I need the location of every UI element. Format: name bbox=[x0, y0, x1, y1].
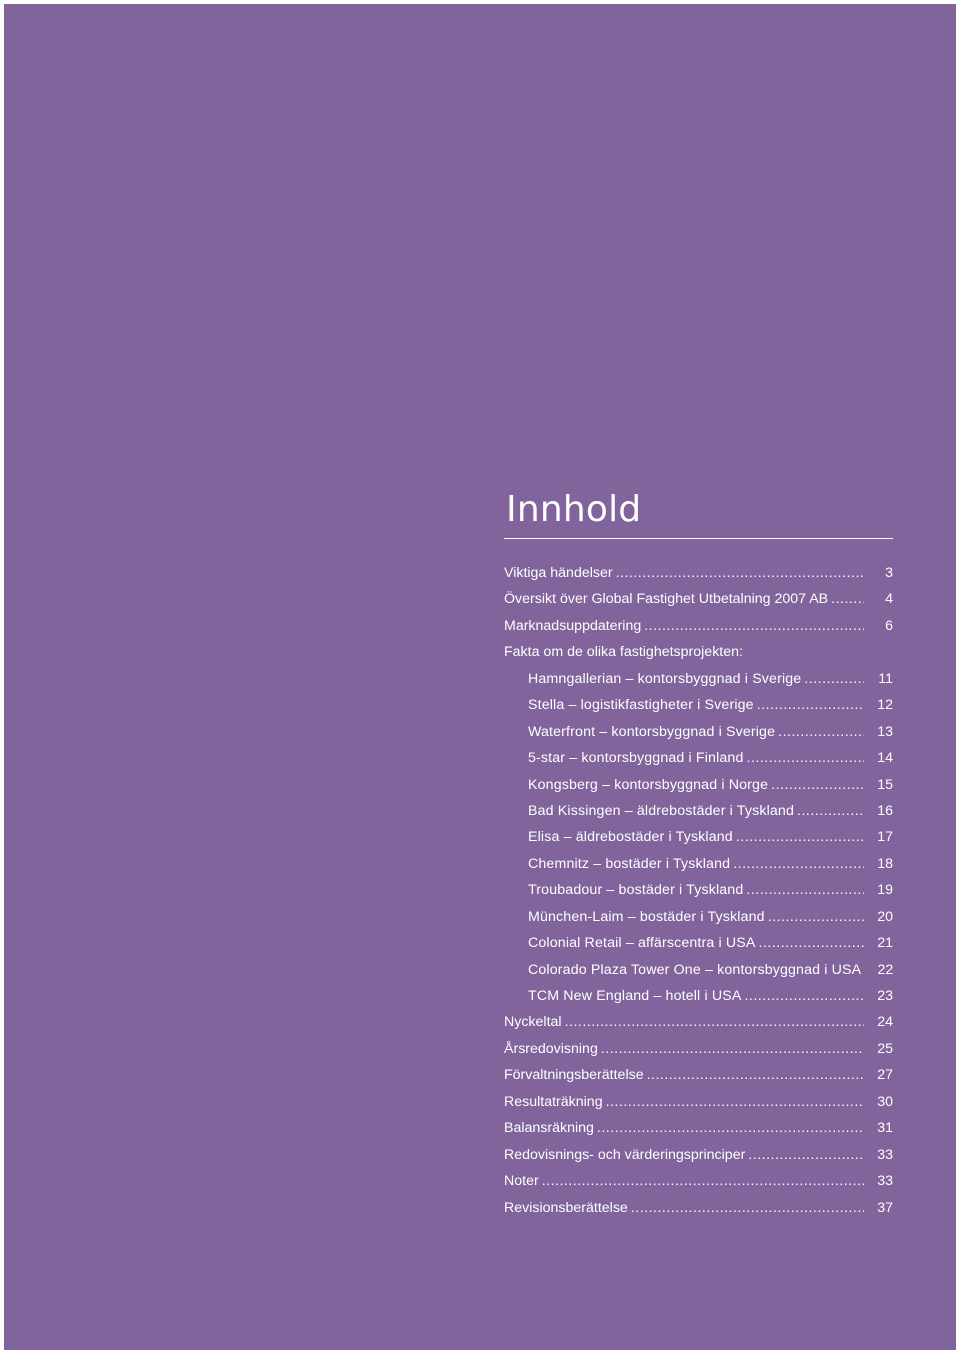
toc-page-number: 30 bbox=[877, 1093, 893, 1110]
toc-entry-label: Chemnitz – bostäder i Tyskland bbox=[528, 855, 731, 872]
toc-subentry[interactable] bbox=[504, 824, 893, 850]
table-of-contents bbox=[504, 482, 893, 1221]
toc-entry[interactable] bbox=[504, 1142, 893, 1168]
title-divider bbox=[504, 538, 893, 539]
toc-entry[interactable] bbox=[504, 560, 893, 586]
toc-entry-label: 5-star – kontorsbyggnad i Finland bbox=[528, 750, 744, 767]
dot-leader bbox=[616, 560, 864, 586]
dot-leader bbox=[797, 798, 864, 824]
toc-entry-label: Stella – logistikfastigheter i Sverige bbox=[528, 697, 754, 714]
toc-subentry[interactable] bbox=[504, 745, 893, 771]
toc-page-number: 17 bbox=[877, 829, 893, 846]
toc-entry-label: Noter bbox=[504, 1173, 539, 1190]
toc-entry[interactable] bbox=[504, 1036, 893, 1062]
toc-page-number: 4 bbox=[885, 591, 893, 608]
toc-page-number: 15 bbox=[877, 776, 893, 793]
dot-leader bbox=[757, 692, 864, 718]
dot-leader bbox=[831, 586, 864, 612]
toc-page-number: 33 bbox=[877, 1146, 893, 1163]
toc-subentry[interactable] bbox=[504, 798, 893, 824]
toc-entry[interactable] bbox=[504, 1009, 893, 1035]
toc-entry-label: Översikt över Global Fastighet Utbetalning 2007 AB bbox=[504, 591, 829, 608]
toc-entry-label: Troubadour – bostäder i Tyskland bbox=[528, 882, 744, 899]
dot-leader bbox=[733, 851, 864, 877]
dot-leader bbox=[747, 745, 864, 771]
toc-entry-label: Revisionsberättelse bbox=[504, 1199, 628, 1216]
toc-page-number: 23 bbox=[877, 988, 893, 1004]
toc-subentry[interactable] bbox=[504, 772, 893, 798]
toc-entry-label: Colorado Plaza Tower One – kontorsbyggnad i USA bbox=[528, 961, 862, 978]
toc-subentry[interactable] bbox=[504, 719, 893, 745]
toc-entry[interactable] bbox=[504, 613, 893, 639]
dot-leader bbox=[631, 1195, 864, 1221]
toc-entry-label: Kongsberg – kontorsbyggnad i Norge bbox=[528, 776, 769, 793]
toc-entry-label: Waterfront – kontorsbyggnad i Sverige bbox=[528, 723, 776, 740]
dot-leader bbox=[597, 1115, 864, 1141]
page-background bbox=[4, 4, 956, 1350]
toc-entry-label: Redovisnings- och värderingsprinciper bbox=[504, 1146, 746, 1163]
toc-entry-label: Viktiga händelser bbox=[504, 565, 613, 581]
toc-page-number: 3 bbox=[885, 565, 893, 581]
toc-entry-label: München-Laim – bostäder i Tyskland bbox=[528, 908, 765, 925]
toc-entry-label: Fakta om de olika fastighetsprojekten: bbox=[504, 644, 743, 661]
dot-leader bbox=[565, 1009, 864, 1035]
dot-leader bbox=[736, 824, 864, 850]
toc-entry-label: Colonial Retail – affärscentra i USA bbox=[528, 935, 756, 952]
toc-page-number: 16 bbox=[877, 802, 893, 819]
toc-entry[interactable] bbox=[504, 1089, 893, 1115]
toc-page-number: 22 bbox=[877, 961, 894, 978]
dot-leader bbox=[647, 1062, 864, 1088]
toc-entry-label: Balansräkning bbox=[504, 1120, 594, 1137]
toc-entry-label: Bad Kissingen – äldrebostäder i Tyskland bbox=[528, 802, 795, 819]
toc-subentry[interactable] bbox=[504, 957, 893, 983]
toc-entry-label: Resultaträkning bbox=[504, 1093, 603, 1110]
toc-subentry[interactable] bbox=[504, 692, 893, 718]
dot-leader bbox=[759, 930, 864, 956]
toc-entry[interactable] bbox=[504, 586, 893, 612]
dot-leader bbox=[744, 983, 864, 1009]
dot-leader bbox=[644, 613, 864, 639]
toc-entry[interactable] bbox=[504, 639, 893, 665]
dot-leader bbox=[804, 666, 864, 692]
toc-page-number: 14 bbox=[877, 750, 893, 767]
dot-leader bbox=[601, 1036, 864, 1062]
toc-page-number: 33 bbox=[877, 1173, 893, 1190]
toc-entry-label: TCM New England – hotell i USA bbox=[528, 988, 742, 1004]
dot-leader bbox=[748, 1142, 864, 1168]
toc-entry[interactable] bbox=[504, 1115, 893, 1141]
toc-subentry[interactable] bbox=[504, 983, 893, 1009]
toc-page-number: 25 bbox=[877, 1040, 893, 1057]
toc-entry-label: Förvaltningsberättelse bbox=[504, 1067, 644, 1084]
dot-leader bbox=[771, 772, 864, 798]
toc-page-number: 21 bbox=[877, 935, 893, 952]
toc-entry-label: Elisa – äldrebostäder i Tyskland bbox=[528, 829, 733, 846]
toc-page-number: 19 bbox=[877, 882, 893, 899]
toc-page-number: 12 bbox=[877, 697, 893, 714]
toc-entry[interactable] bbox=[504, 1168, 893, 1194]
toc-page-number: 11 bbox=[878, 670, 893, 687]
toc-entry-label: Marknadsuppdatering bbox=[504, 617, 642, 634]
toc-page-number: 6 bbox=[885, 617, 893, 634]
toc-entry[interactable] bbox=[504, 1195, 893, 1221]
toc-subentry[interactable] bbox=[504, 877, 893, 903]
toc-entry-label: Årsredovisning bbox=[504, 1040, 598, 1057]
toc-entry-label: Nyckeltal bbox=[504, 1014, 562, 1031]
toc-page-number: 31 bbox=[877, 1120, 893, 1137]
toc-subentry[interactable] bbox=[504, 851, 893, 877]
toc-entry[interactable] bbox=[504, 1062, 893, 1088]
dot-leader bbox=[768, 904, 864, 930]
toc-list bbox=[504, 560, 893, 1221]
dot-leader bbox=[542, 1168, 864, 1194]
toc-page-number: 20 bbox=[877, 908, 893, 925]
dot-leader bbox=[778, 719, 864, 745]
page-title: Innhold bbox=[506, 489, 642, 530]
toc-page-number: 18 bbox=[877, 855, 893, 872]
toc-subentry[interactable] bbox=[504, 666, 893, 692]
toc-page-number: 27 bbox=[877, 1067, 893, 1084]
toc-page-number: 37 bbox=[877, 1199, 893, 1216]
toc-subentry[interactable] bbox=[504, 930, 893, 956]
dot-leader bbox=[606, 1089, 864, 1115]
toc-page-number: 24 bbox=[877, 1014, 893, 1031]
toc-page-number: 13 bbox=[877, 723, 893, 740]
dot-leader bbox=[746, 877, 864, 903]
toc-entry-label: Hamngallerian – kontorsbyggnad i Sverige bbox=[528, 670, 802, 687]
toc-subentry[interactable] bbox=[504, 904, 893, 930]
